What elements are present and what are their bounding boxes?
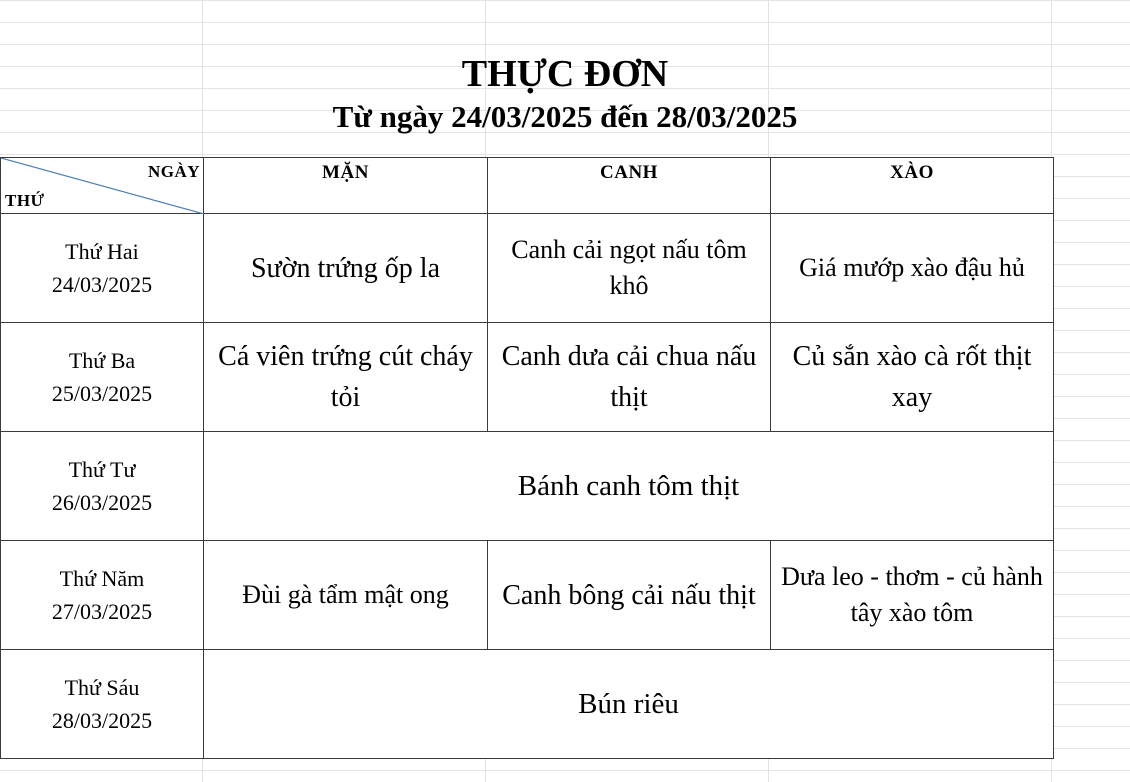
dish-combined: Bún riêu [204, 650, 1054, 759]
table-row [1, 650, 1054, 759]
dish-man: Cá viên trứng cút cháy tỏi [204, 323, 488, 432]
corner-label-weekday: THỨ [5, 191, 45, 210]
corner-label-day: NGÀY [147, 162, 200, 181]
dish-canh: Canh dưa cải chua nấu thịt [488, 323, 771, 432]
day-cell [1, 650, 204, 759]
table-row [1, 541, 1054, 650]
date-label: 24/03/2025 [51, 272, 153, 297]
dish-xao: Dưa leo - thơm - củ hành tây xào tôm [771, 541, 1054, 650]
column-header-canh: CANH [488, 158, 771, 214]
weekday-label: Thứ Hai [65, 239, 139, 264]
day-cell [1, 323, 204, 432]
date-label: 28/03/2025 [51, 708, 153, 733]
table-header-row [1, 158, 1054, 214]
dish-canh: Canh bông cải nấu thịt [488, 541, 771, 650]
day-cell [1, 541, 204, 650]
corner-header-cell [1, 158, 204, 214]
day-cell [1, 214, 204, 323]
weekday-label: Thứ Năm [59, 566, 145, 591]
table-row [1, 432, 1054, 541]
table-row [1, 214, 1054, 323]
dish-xao: Củ sắn xào cà rốt thịt xay [771, 323, 1054, 432]
menu-date-range: Từ ngày 24/03/2025 đến 28/03/2025 [332, 99, 798, 134]
date-label: 27/03/2025 [51, 599, 153, 624]
date-label: 26/03/2025 [51, 490, 153, 515]
weekday-label: Thứ Ba [68, 348, 136, 373]
date-label: 25/03/2025 [51, 381, 153, 406]
dish-canh: Canh cải ngọt nấu tôm khô [488, 214, 771, 323]
menu-title: THỰC ĐƠN [461, 53, 669, 95]
weekday-label: Thứ Tư [68, 457, 136, 482]
dish-combined: Bánh canh tôm thịt [204, 432, 1054, 541]
menu-table [0, 157, 1054, 759]
dish-man: Sườn trứng ốp la [204, 214, 488, 323]
column-header-xao: XÀO [771, 158, 1054, 214]
column-header-man: MẶN [204, 158, 488, 214]
day-cell [1, 432, 204, 541]
weekday-label: Thứ Sáu [64, 675, 140, 700]
table-row [1, 323, 1054, 432]
dish-man: Đùi gà tẩm mật ong [204, 541, 488, 650]
dish-xao: Giá mướp xào đậu hủ [771, 214, 1054, 323]
